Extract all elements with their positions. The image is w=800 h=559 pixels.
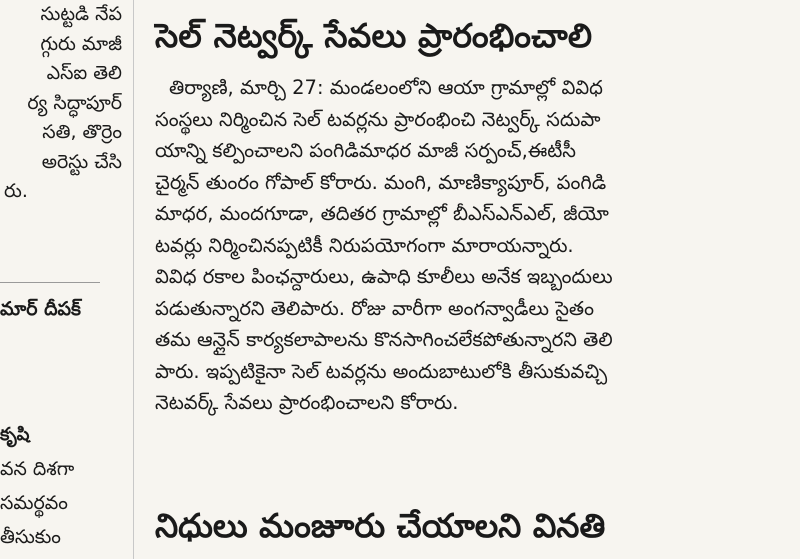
left-column-line: ఎస్ఐ తెలి bbox=[46, 62, 122, 84]
left-column-line: రు. bbox=[4, 180, 28, 202]
left-column-line: ర్య సిద్ధాపూర్ bbox=[27, 91, 122, 114]
article-body bbox=[155, 72, 780, 419]
article-body-line: యాన్ని కల్పించాలని పంగిడిమాధర మాజీ సర్పంచ్,ఈటీసీ bbox=[155, 139, 576, 162]
article-body-line: సంస్థలు నిర్మించిన సెల్ టవర్లను ప్రారంభించి నెట్వర్క్ సదుపా bbox=[155, 107, 601, 131]
article-body-line: పడుతున్నారని తెలిపారు. రోజు వారీగా అంగన్వాడీలు సైతం bbox=[155, 296, 594, 320]
section-divider bbox=[0, 282, 100, 283]
article-body-line: చైర్మన్ తుంరం గోపాల్ కోరారు. మంగి, మాణిక్యాపూర్, పంగిడి bbox=[155, 170, 607, 194]
article-body-line: తమ ఆన్లైన్ కార్యకలాపాలను కొనసాగించలేకపోతున్నారని తెలి bbox=[155, 328, 613, 351]
next-article-headline: నిధులు మంజూరు చేయాలని వినతి bbox=[155, 506, 606, 545]
left-column-tail bbox=[0, 452, 124, 554]
article-body-line: తిర్యాణి, మార్చి 27: మండలంలోని ఆయా గ్రామాల్లో వివిధ bbox=[169, 76, 603, 99]
left-column-line: గ్గురు మాజీ bbox=[40, 32, 122, 55]
left-column-subhead: మార్ దీపక్ bbox=[0, 298, 81, 320]
left-column-line: తీసుకుం bbox=[0, 526, 61, 548]
left-column bbox=[0, 0, 130, 559]
left-column-subhead-2: కృషి bbox=[0, 424, 30, 445]
article-column bbox=[155, 0, 780, 545]
article-body-line: మాధర, మందగూడా, తదితర గ్రామాల్లో బీఎస్ఎన్ఎల్, జీయో bbox=[155, 202, 609, 225]
left-column-line: వన దిశగా bbox=[0, 458, 75, 480]
left-column-line: అరెస్టు చేసి bbox=[41, 150, 122, 173]
left-column-line: సమర్థవం bbox=[0, 492, 68, 514]
article-body-line: టవర్లు నిర్మించినప్పటికీ నిరుపయోగంగా మారాయన్నారు. bbox=[155, 233, 574, 257]
article-body-line: పారు. ఇప్పటికైనా సెల్ టవర్లను అందుబాటులోకి తీసుకువచ్చి bbox=[155, 359, 608, 383]
article-body-line: నెటవర్క్ సేవలు ప్రారంభించాలని కోరారు. bbox=[155, 391, 459, 414]
left-column-line: సుట్టడి నేప bbox=[40, 3, 122, 25]
article-headline: సెల్ నెట్వర్క్ సేవలు ప్రారంభించాలి bbox=[155, 16, 593, 55]
article-body-line: వివిధ రకాల పింఛన్దారులు, ఉపాధి కూలీలు అనేక ఇబ్బందులు bbox=[155, 265, 613, 288]
column-rule bbox=[133, 0, 134, 559]
left-column-line: సతి, తొర్రెం bbox=[42, 121, 122, 143]
